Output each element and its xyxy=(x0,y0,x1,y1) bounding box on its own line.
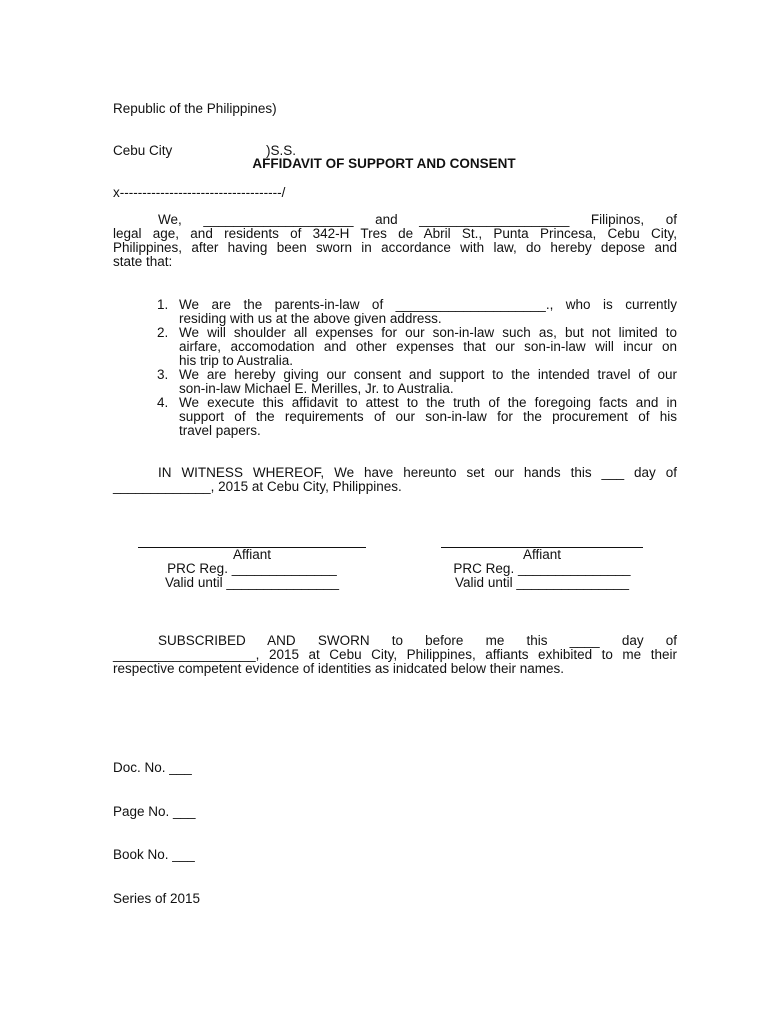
subscribed-line-3: respective competent evidence of identities as inidcated below their names. xyxy=(113,661,565,676)
list-item-number: 2. xyxy=(157,325,169,340)
venue-city: Cebu City )S.S. xyxy=(113,143,297,158)
venue-block xyxy=(113,74,296,228)
book-no: Book No. ___ xyxy=(113,847,195,862)
doc-no: Doc. No. ___ xyxy=(113,760,192,775)
affiant-label: Affiant xyxy=(232,547,272,562)
intro-line-3: Philippines, after having been sworn in accordance with law, do hereby depose and xyxy=(113,240,677,255)
subscribed-line-1: SUBSCRIBED AND SWORN to before me this ____ day of xyxy=(158,633,677,648)
valid-until-field: Valid until _______________ xyxy=(455,575,629,590)
subscribed-paragraph xyxy=(113,634,677,676)
list-item-line: We will shoulder all expenses for our son-in-law such as, but not limited to xyxy=(179,325,677,340)
witness-line-1: IN WITNESS WHEREOF, We have hereunto set our hands this ___ day of xyxy=(158,465,677,480)
venue-divider: x------------------------------------/ xyxy=(113,185,286,200)
intro-line-1: We, ____________________ and ____________________ Filipinos, of xyxy=(158,212,677,227)
statement-list xyxy=(157,298,677,438)
list-item xyxy=(157,368,677,396)
prc-reg-field: PRC Reg. ______________ xyxy=(167,561,337,576)
list-item-line: travel papers. xyxy=(179,423,261,438)
venue-republic: Republic of the Philippines) xyxy=(113,101,277,116)
prc-reg-field: PRC Reg. _______________ xyxy=(453,561,631,576)
list-item-line: support of the requirements of our son-in-law for the procurement of his xyxy=(179,409,677,424)
list-item xyxy=(157,396,677,438)
intro-line-4: state that: xyxy=(113,254,173,269)
intro-line-2: legal age, and residents of 342-H Tres de Abril St., Punta Princesa, Cebu City, xyxy=(113,226,677,241)
affiant-label: Affiant xyxy=(522,547,562,562)
witness-line-2: _____________, 2015 at Cebu City, Philippines. xyxy=(113,479,402,494)
list-item-line: We execute this affidavit to attest to the truth of the foregoing facts and in xyxy=(179,395,677,410)
list-item-line: We are the parents-in-law of ____________________., who is currently xyxy=(179,297,677,312)
list-item-line: son-in-law Michael E. Merilles, Jr. to Australia. xyxy=(179,381,454,396)
list-item-line: airfare, accomodation and other expenses that our son-in-law will incur on xyxy=(179,339,677,354)
page-no: Page No. ___ xyxy=(113,803,196,819)
valid-until-field: Valid until _______________ xyxy=(165,575,339,590)
signature-line xyxy=(441,533,643,548)
list-item-number: 3. xyxy=(157,367,169,382)
list-item-number: 4. xyxy=(157,395,169,410)
series-year: Series of 2015 xyxy=(113,890,201,906)
list-item-line: residing with us at the above given address. xyxy=(179,311,442,326)
affiant-signature-block-1 xyxy=(138,533,366,590)
list-item-number: 1. xyxy=(157,297,169,312)
subscribed-line-2: ___________________, 2015 at Cebu City, Philippines, affiants exhibited to me their xyxy=(113,647,677,662)
affiant-signature-block-2 xyxy=(440,533,644,590)
document-title: AFFIDAVIT OF SUPPORT AND CONSENT xyxy=(252,156,516,171)
list-item xyxy=(157,326,677,368)
list-item-line: We are hereby giving our consent and support to the intended travel of our xyxy=(179,367,677,382)
notary-record-block xyxy=(113,732,200,935)
list-item-line: his trip to Australia. xyxy=(179,353,294,368)
intro-paragraph xyxy=(113,213,677,269)
witness-paragraph xyxy=(113,466,677,494)
list-item xyxy=(157,298,677,326)
signature-line xyxy=(138,533,366,548)
